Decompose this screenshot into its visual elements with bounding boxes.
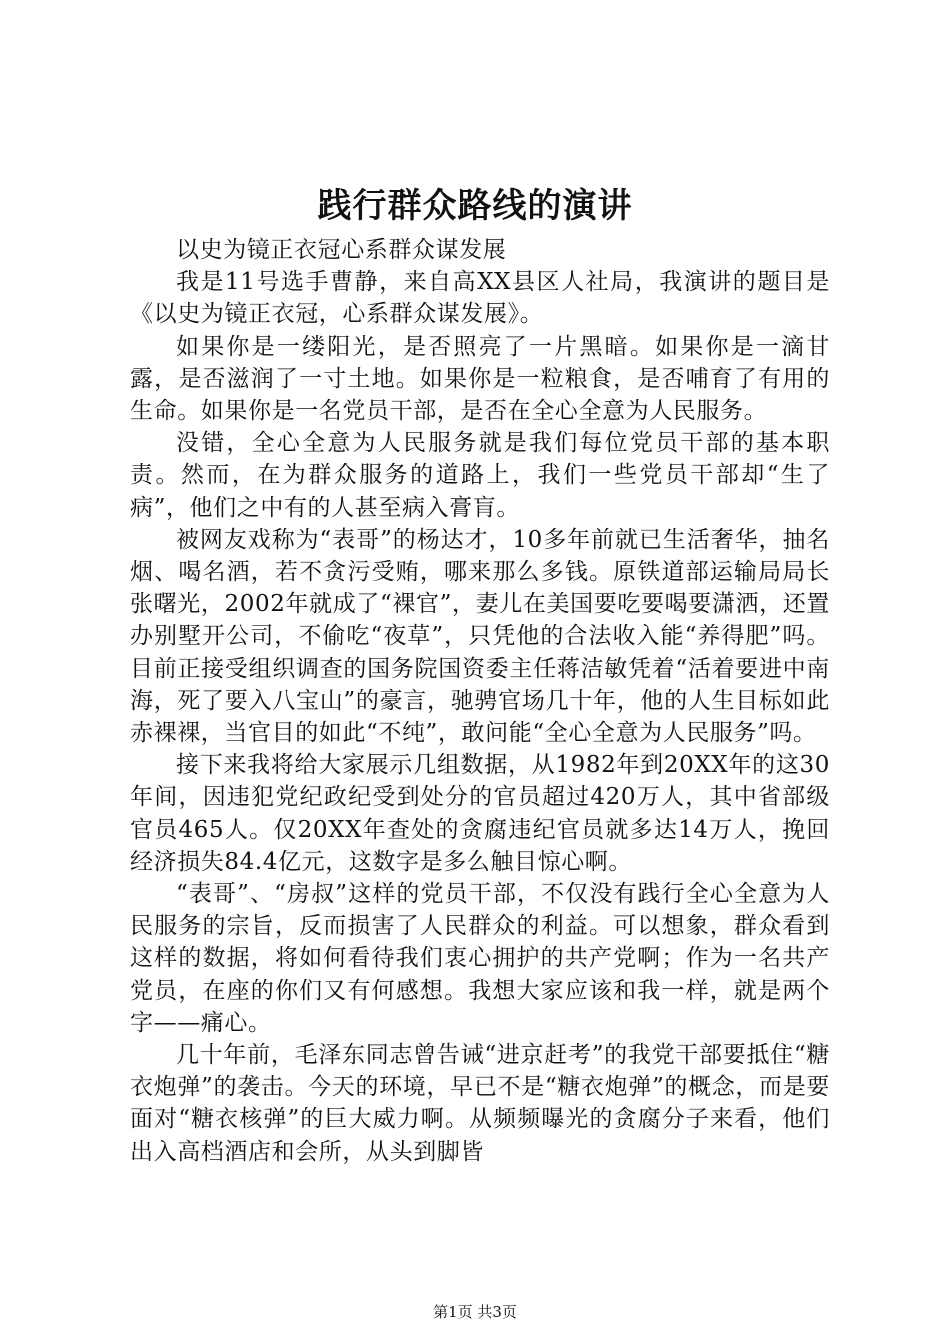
paragraph: 我是11号选手曹静，来自高XX县区人社局，我演讲的题目是《以史为镜正衣冠，心系群众谋发展》。	[130, 269, 830, 328]
paragraph: 如果你是一缕阳光，是否照亮了一片黑暗。如果你是一滴甘露，是否滋润了一寸土地。如果你是一粒粮食，是否哺育了有用的生命。如果你是一名党员干部，是否在全心全意为人民服务。	[130, 333, 830, 425]
paragraph-subtitle: 以史为镜正衣冠心系群众谋发展	[176, 237, 507, 263]
page-number-footer: 第1页 共3页	[433, 1303, 517, 1321]
paragraph: 几十年前，毛泽东同志曾告诫“进京赶考”的我党干部要抵住“糖衣炮弹”的袭击。今天的环境，早已不是“糖衣炮弹”的概念，而是要面对“糖衣核弹”的巨大威力啊。从频频曝光的贪腐分子来看，他们出入高档酒店和会所，从头到脚皆	[130, 1042, 830, 1165]
paragraph: “表哥”、“房叔”这样的党员干部，不仅没有践行全心全意为人民服务的宗旨，反而损害了人民群众的利益。可以想象，群众看到这样的数据，将如何看待我们衷心拥护的共产党啊；作为一名共产党员，在座的你们又有何感想。我想大家应该和我一样，就是两个字——痛心。	[130, 881, 830, 1036]
document-body	[130, 234, 830, 1168]
paragraph: 没错，全心全意为人民服务就是我们每位党员干部的基本职责。然而，在为群众服务的道路上，我们一些党员干部却“生了病”，他们之中有的人甚至病入膏肓。	[130, 430, 830, 521]
document-title: 践行群众路线的演讲	[317, 186, 633, 226]
paragraph: 被网友戏称为“表哥”的杨达才，10多年前就已生活奢华，抽名烟、喝名酒，若不贪污受贿，哪来那么多钱。原铁道部运输局局长张曙光，2002年就成了“裸官”，妻儿在美国要吃要喝要潇洒，还置办别墅开公司，不偷吃“夜草”，只凭他的合法收入能“养得肥”吗。目前正接受组织调查的国务院国资委主任蒋洁敏凭着“活着要进中南海，死了要入八宝山”的豪言，驰骋官场几十年，他的人生目标如此赤裸裸，当官目的如此“不纯”，敢问能“全心全意为人民服务”吗。	[130, 526, 830, 747]
paragraph: 接下来我将给大家展示几组数据，从1982年到20XX年的这30年间，因违犯党纪政纪受到处分的官员超过420万人，其中省部级官员465人。仅20XX年查处的贪腐违纪官员就多达14万人，挽回经济损失84.4亿元，这数字是多么触目惊心啊。	[130, 752, 830, 875]
